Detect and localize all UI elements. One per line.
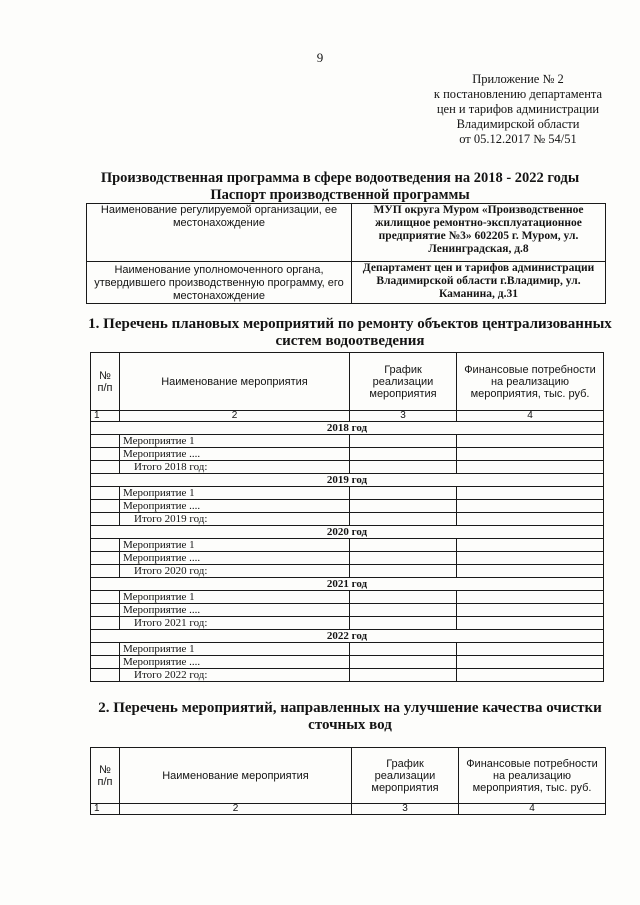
appendix-header [400, 72, 636, 147]
table-header-row [91, 748, 606, 804]
year-row [91, 526, 604, 539]
passport-value: МУП округа Муром «Производственное жилищное ремонтно-эксплуатационное предприятие №3» 602205 г. Муром, ул. Ленинградская, д.8 [352, 204, 606, 262]
column-number-row [91, 804, 606, 815]
table-cell [91, 435, 120, 448]
passport-row [87, 204, 606, 262]
activity-name: Мероприятие 1 [120, 539, 350, 552]
column-number-row [91, 411, 604, 422]
total-row [91, 513, 604, 526]
table-cell [350, 539, 457, 552]
table-cell [91, 513, 120, 526]
table-cell [91, 591, 120, 604]
table-cell [350, 461, 457, 474]
header-num: № п/п [91, 353, 120, 411]
year-row [91, 630, 604, 643]
col-number: 2 [120, 804, 352, 815]
col-number: 1 [91, 411, 120, 422]
activity-name: Мероприятие .... [120, 604, 350, 617]
appendix-line: к постановлению департамента [433, 87, 603, 101]
table-cell [350, 552, 457, 565]
table-cell [350, 656, 457, 669]
section-1-title: 1. Перечень плановых мероприятий по ремонту объектов централизованных систем водоотведения [88, 316, 612, 349]
activity-row [91, 435, 604, 448]
table-cell [91, 552, 120, 565]
table-cell [350, 487, 457, 500]
table-cell [91, 656, 120, 669]
col-number: 1 [91, 804, 120, 815]
header-finance: Финансовые потребности на реализацию мероприятия, тыс. руб. [459, 748, 606, 804]
year-row [91, 422, 604, 435]
table-cell [91, 448, 120, 461]
year-row [91, 578, 604, 591]
activity-row [91, 500, 604, 513]
plan-table-2 [90, 747, 606, 815]
table-cell [350, 643, 457, 656]
activity-row [91, 448, 604, 461]
total-row [91, 617, 604, 630]
header-name: Наименование мероприятия [120, 353, 350, 411]
table-cell [457, 656, 604, 669]
page-number: 9 [316, 50, 324, 65]
year-label: 2022 год [91, 630, 604, 643]
activity-row [91, 656, 604, 669]
header-finance: Финансовые потребности на реализацию мероприятия, тыс. руб. [457, 353, 604, 411]
table-cell [350, 604, 457, 617]
activity-row [91, 552, 604, 565]
activity-name: Мероприятие 1 [120, 487, 350, 500]
table-cell [91, 500, 120, 513]
header-name: Наименование мероприятия [120, 748, 352, 804]
table-cell [457, 461, 604, 474]
activity-name: Итого 2021 год: [120, 617, 350, 630]
table-header-row [91, 353, 604, 411]
table-cell [350, 565, 457, 578]
table-cell [350, 669, 457, 682]
header-schedule: График реализации мероприятия [350, 353, 457, 411]
activity-name: Итого 2022 год: [120, 669, 350, 682]
activity-name: Мероприятие 1 [120, 591, 350, 604]
activity-name: Мероприятие 1 [120, 643, 350, 656]
title-subline: Паспорт производственной программы [210, 187, 470, 203]
table-cell [91, 643, 120, 656]
activity-row [91, 591, 604, 604]
year-label: 2020 год [91, 526, 604, 539]
appendix-line: Приложение № 2 [472, 72, 564, 86]
activity-name: Мероприятие 1 [120, 435, 350, 448]
year-label: 2019 год [91, 474, 604, 487]
section-2-title: 2. Перечень мероприятий, направленных на улучшение качества очистки сточных вод [98, 700, 602, 733]
appendix-line: цен и тарифов администрации [436, 102, 600, 116]
activity-name: Мероприятие .... [120, 448, 350, 461]
table-cell [91, 539, 120, 552]
title-line: Производственная программа в сфере водоотведения на 2018 - 2022 годы [100, 170, 580, 186]
table-cell [91, 565, 120, 578]
appendix-line: от 05.12.2017 № 54/51 [459, 132, 577, 146]
activity-row [91, 539, 604, 552]
table-cell [457, 500, 604, 513]
col-number: 2 [120, 411, 350, 422]
year-row [91, 474, 604, 487]
table-cell [457, 643, 604, 656]
table-cell [457, 552, 604, 565]
table-cell [350, 617, 457, 630]
table-cell [91, 461, 120, 474]
table-cell [350, 448, 457, 461]
activity-name: Мероприятие .... [120, 552, 350, 565]
table-cell [457, 604, 604, 617]
passport-value: Департамент цен и тарифов администрации Владимирской области г.Владимир, ул. Каманина, д.31 [352, 262, 606, 304]
total-row [91, 669, 604, 682]
year-label: 2021 год [91, 578, 604, 591]
activity-row [91, 604, 604, 617]
table-cell [457, 539, 604, 552]
table-cell [457, 487, 604, 500]
table-cell [457, 591, 604, 604]
table-cell [91, 487, 120, 500]
table-cell [457, 565, 604, 578]
passport-label: Наименование уполномоченного органа, утвердившего производственную программу, его местонахождение [87, 262, 352, 304]
col-number: 3 [352, 804, 459, 815]
total-row [91, 461, 604, 474]
table-cell [457, 617, 604, 630]
table-cell [91, 604, 120, 617]
activity-name: Мероприятие .... [120, 656, 350, 669]
table-cell [350, 500, 457, 513]
table-cell [350, 435, 457, 448]
year-label: 2018 год [91, 422, 604, 435]
table-cell [350, 591, 457, 604]
passport-row [87, 262, 606, 304]
activity-name: Мероприятие .... [120, 500, 350, 513]
passport-table [86, 203, 606, 304]
activity-row [91, 643, 604, 656]
plan-table-1 [90, 352, 604, 682]
header-num: № п/п [91, 748, 120, 804]
header-schedule: График реализации мероприятия [352, 748, 459, 804]
activity-row [91, 487, 604, 500]
table-cell [457, 513, 604, 526]
table-cell [457, 448, 604, 461]
document-title [60, 170, 620, 204]
appendix-line: Владимирской области [456, 117, 580, 131]
col-number: 4 [459, 804, 606, 815]
table-cell [350, 513, 457, 526]
activity-name: Итого 2020 год: [120, 565, 350, 578]
col-number: 3 [350, 411, 457, 422]
activity-name: Итого 2019 год: [120, 513, 350, 526]
total-row [91, 565, 604, 578]
table-cell [91, 669, 120, 682]
passport-label: Наименование регулируемой организации, ее местонахождение [87, 204, 352, 262]
activity-name: Итого 2018 год: [120, 461, 350, 474]
table-cell [457, 435, 604, 448]
table-cell [91, 617, 120, 630]
table-cell [457, 669, 604, 682]
col-number: 4 [457, 411, 604, 422]
